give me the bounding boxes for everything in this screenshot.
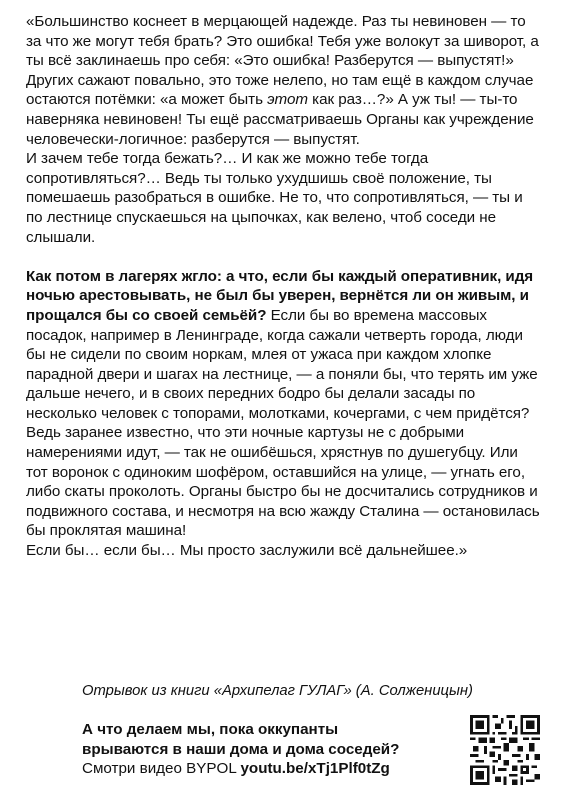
cta-line-3 <box>82 759 462 779</box>
excerpt-paragraph-3-body: Если бы во времена массовых посадок, например в Ленинграде, когда сажали четверть города, люди бы не сидели по своим норкам, млея от ужаса при каждом хлопке парадной двери и шагах на лестнице, — а поняли бы, что терять им уже дальше нечего, и в своих передних бодро бы делали засады по несколько человек с топорами, молотками, кочергами, с чем придётся? Ведь заранее известно, что эти ночные картузы не с добрыми намерениями идут, — так не ошибёшься, хрястнув по душегубцу. Или тот воронок с одиноким шофёром, оставшийся на улице, — угнать его, либо скаты проколоть. Органы быстро бы не досчитались сотрудников и подвижного состава, и несмотря на всю жажду Сталина — остановилась бы проклятая машина! <box>26 306 540 540</box>
cta-prefix: Смотри видео BYPOL <box>82 760 241 778</box>
excerpt-paragraph-1-end: как раз…?» А уж ты! — ты-то наверняка невиновен! Ты ещё рассматриваешь Органы как учреждение человечески-логичное: разберутся — выпустят. <box>26 91 534 148</box>
paragraph-gap <box>26 247 542 267</box>
cta-line-1: А что делаем мы, пока оккупанты <box>82 721 339 738</box>
emphasis-word: этот <box>267 91 308 109</box>
excerpt-text <box>26 12 542 561</box>
bold-lead: Как потом в лагерях жгло: а что, если бы каждый оперативник, идя ночью арестовывать, не был бы уверен, вернётся ли он живым, и прощался бы со своей семьёй? <box>26 267 534 324</box>
excerpt-paragraph-1 <box>26 12 542 149</box>
source-caption: Отрывок из книги «Архипелаг ГУЛАГ» (А. Солженицын) <box>82 683 473 699</box>
qr-code-icon[interactable] <box>470 715 540 785</box>
video-link[interactable]: youtu.be/xTj1Plf0tZg <box>240 760 390 778</box>
excerpt-paragraph-4: Если бы… если бы… Мы просто заслужили всё дальнейшее.» <box>26 542 468 560</box>
cta-line-2: врываются в наши дома и дома соседей? <box>82 740 400 758</box>
excerpt-paragraph-3 <box>26 267 542 541</box>
excerpt-paragraph-2: И зачем тебе тогда бежать?… И как же можно тебе тогда сопротивляться?… Ведь ты только ухудшишь своё положение, ты помешаешь разобраться в ошибке. Не то, что сопротивляться, — ты и по лестнице спускаешься на цыпочках, как велено, чтоб соседи не слышали. <box>26 150 523 246</box>
excerpt-paragraph-1-start: «Большинство коснеет в мерцающей надежде. Раз ты невиновен — то за что же могут тебя брать? Это ошибка! Тебя уже волокут за шиворот, а ты всё заклинаешь про себя: «Это ошибка! Разберутся — выпустят!» Других сажают повально, это тоже нелепо, но там ещё в каждом случае остаются потёмки: «а может быть <box>26 13 539 109</box>
call-to-action <box>82 720 462 779</box>
